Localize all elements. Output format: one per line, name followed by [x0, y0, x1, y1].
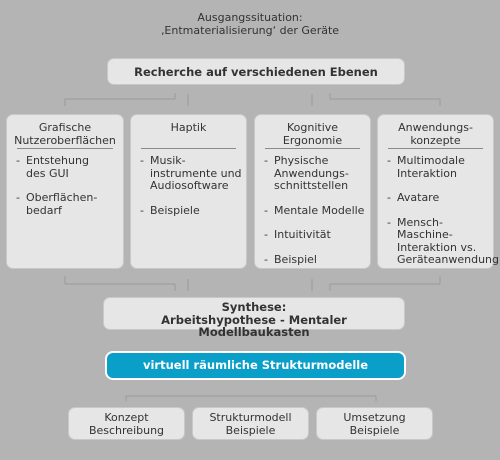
list-item [16, 155, 119, 180]
column-title-line: konzepte [410, 134, 461, 147]
list-item [140, 205, 242, 218]
highlight-label: virtuell räumliche Strukturmodelle [142, 358, 368, 372]
output-line: Beispiele [349, 424, 400, 437]
list-item-line: - Multimodale [397, 154, 465, 167]
list-item [264, 155, 366, 193]
list-item-line: - Mentale Modelle [274, 203, 365, 217]
heading-line-2: ‚Entmaterialisierung‘ der Geräte [160, 24, 340, 37]
column-item-list [140, 155, 242, 229]
heading-line-1: Ausgangssituation: [197, 11, 303, 24]
list-item-line: - Beispiel [274, 252, 317, 266]
list-item-line: schnittstellen [274, 179, 349, 192]
research-box [108, 59, 404, 84]
list-item-line: Audiosoftware [150, 179, 229, 192]
output-line: Beispiele [225, 424, 276, 437]
starting-situation-heading [0, 11, 500, 37]
column-title-line: Anwendungs- [398, 121, 473, 134]
column-divider [265, 148, 360, 149]
list-item [264, 254, 366, 267]
output-concept-description [69, 408, 184, 439]
column-title-line: Ergonomie [282, 134, 343, 147]
list-item [387, 192, 489, 205]
list-item-line: Interaktion vs. [397, 240, 477, 254]
column-title-line: Haptik [170, 121, 207, 134]
list-item-line: Interaktion [397, 166, 458, 180]
list-item-line: Anwendungs- [274, 166, 349, 180]
output-line: Beschreibung [88, 424, 165, 437]
column-title-line: Kognitive [286, 121, 339, 134]
list-item [140, 155, 242, 193]
structure-models-highlight [107, 353, 404, 378]
list-item-line: - Beispiele [150, 203, 200, 217]
column-gui [7, 115, 123, 268]
column-item-list [16, 155, 119, 229]
column-divider [388, 148, 483, 149]
synthesis-box [104, 298, 404, 339]
list-item-line: - Entstehung [26, 154, 89, 167]
list-item-line: - Musik- [150, 154, 186, 167]
column-title-line: Grafische [38, 121, 92, 134]
synthesis-subtitle: Arbeitshypothese - Mentaler Modellbaukasten [161, 312, 347, 339]
column-item-list [387, 154, 499, 279]
column-haptics [131, 115, 246, 268]
column-title [131, 121, 246, 134]
output-line: Konzept [104, 411, 149, 424]
list-item-line: bedarf [26, 203, 62, 217]
list-item-line: instrumente und [150, 166, 242, 180]
research-label: Recherche auf verschiedenen Ebenen [134, 65, 378, 79]
list-item-line: des GUI [26, 166, 69, 180]
column-title [378, 121, 493, 147]
list-item-line: - Oberflächen- [26, 191, 98, 204]
output-line: Strukturmodell [209, 411, 292, 424]
list-item-line: - Intuitivität [274, 228, 331, 241]
column-title [7, 121, 123, 147]
output-implementation-examples [317, 408, 432, 439]
column-application-concepts [378, 115, 499, 268]
column-divider [17, 148, 113, 149]
list-item [16, 192, 119, 217]
list-item-line: - Mensch-Maschine- [397, 215, 453, 241]
output-line: Umsetzung [343, 411, 406, 424]
column-divider [141, 148, 236, 149]
list-item-line: - Avatare [397, 191, 440, 204]
column-title [255, 121, 370, 147]
column-cognitive-ergonomics [255, 115, 370, 268]
list-item-line: - Physische [274, 154, 329, 167]
list-item [264, 229, 366, 242]
list-item-line: Geräteanwendung [397, 253, 499, 266]
list-item [387, 215, 499, 267]
synthesis-title: Synthese: [221, 300, 287, 314]
column-item-list [264, 155, 366, 278]
list-item [264, 205, 366, 218]
output-structure-model-examples [193, 408, 308, 439]
list-item [387, 155, 489, 180]
column-title-line: Nutzeroberflächen [14, 134, 116, 147]
